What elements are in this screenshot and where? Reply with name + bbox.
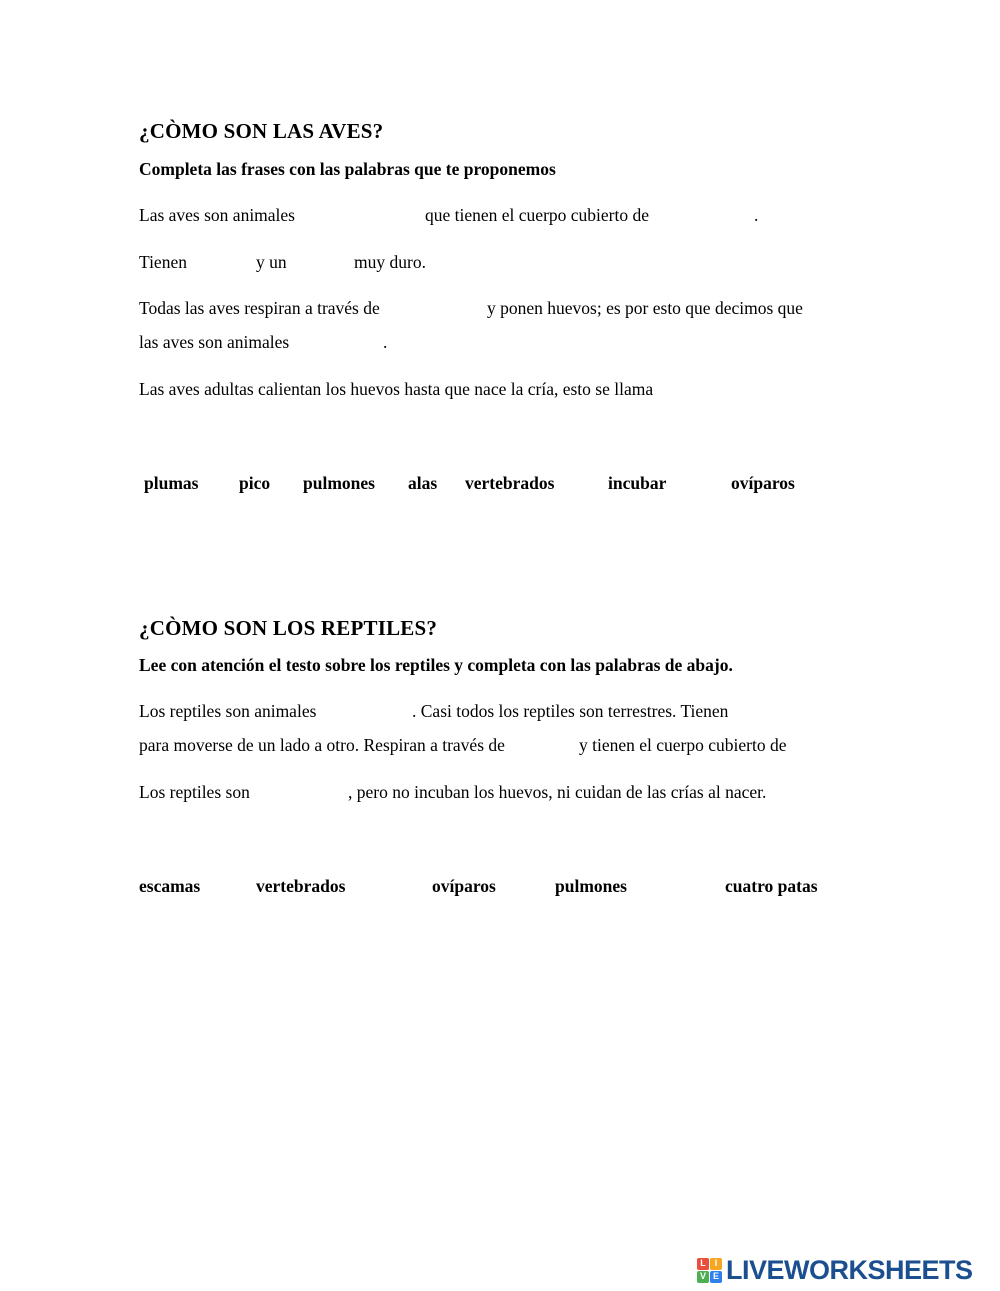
s1-line1-part-b: que tienen el cuerpo cubierto de [425,205,649,225]
logo-letter: E [710,1271,722,1283]
s1-line3-part-b: y ponen huevos; es por esto que decimos que [487,298,803,318]
logo-letter: L [697,1258,709,1270]
s1-line1-part-a: Las aves son animales [139,205,295,225]
s1-line2-part-c: muy duro. [354,252,426,272]
word-bank-item: pulmones [555,876,627,896]
logo-text: LIVEWORKSHEETS [726,1254,973,1285]
s1-line2-part-b: y un [256,252,287,272]
word-bank-item: escamas [139,876,201,896]
word-bank-item: alas [408,473,438,493]
word-bank-item: ovíparos [432,876,496,896]
word-bank-item: ovíparos [731,473,795,493]
word-bank-item: plumas [144,473,199,493]
logo-mark-icon [697,1258,722,1283]
s2-line1-part-b: . Casi todos los reptiles son terrestres. Tienen [412,701,729,721]
s2-line2-part-b: y tienen el cuerpo cubierto de [579,735,787,755]
section2-instruction: Lee con atención el testo sobre los reptiles y completa con las palabras de abajo. [139,655,733,675]
s1-line2-part-a: Tienen [139,252,187,272]
word-bank-item: incubar [608,473,667,493]
word-bank-item: pulmones [303,473,375,493]
s2-line1-part-a: Los reptiles son animales [139,701,317,721]
liveworksheets-logo [697,1255,973,1285]
section1-instruction: Completa las frases con las palabras que te proponemos [139,159,556,179]
s1-line3-part-a: Todas las aves respiran a través de [139,298,380,318]
section1-title: ¿CÒMO SON LAS AVES? [139,119,384,143]
s2-line3-part-a: Los reptiles son [139,782,250,802]
word-bank-item: vertebrados [465,473,555,493]
section2-title: ¿CÒMO SON LOS REPTILES? [139,616,438,640]
s1-line5: Las aves adultas calientan los huevos hasta que nace la cría, esto se llama [139,379,654,399]
s1-line1-part-c: . [754,205,759,225]
word-bank-item: vertebrados [256,876,346,896]
logo-letter: I [710,1258,722,1270]
logo-letter: V [697,1271,709,1283]
s1-line4-part-a: las aves son animales [139,332,290,352]
s2-line3-part-b: , pero no incuban los huevos, ni cuidan de las crías al nacer. [348,782,767,802]
word-bank-item: cuatro patas [725,876,818,896]
s2-line2-part-a: para moverse de un lado a otro. Respiran a través de [139,735,505,755]
word-bank-item: pico [239,473,271,493]
s1-line4-part-b: . [383,332,388,352]
